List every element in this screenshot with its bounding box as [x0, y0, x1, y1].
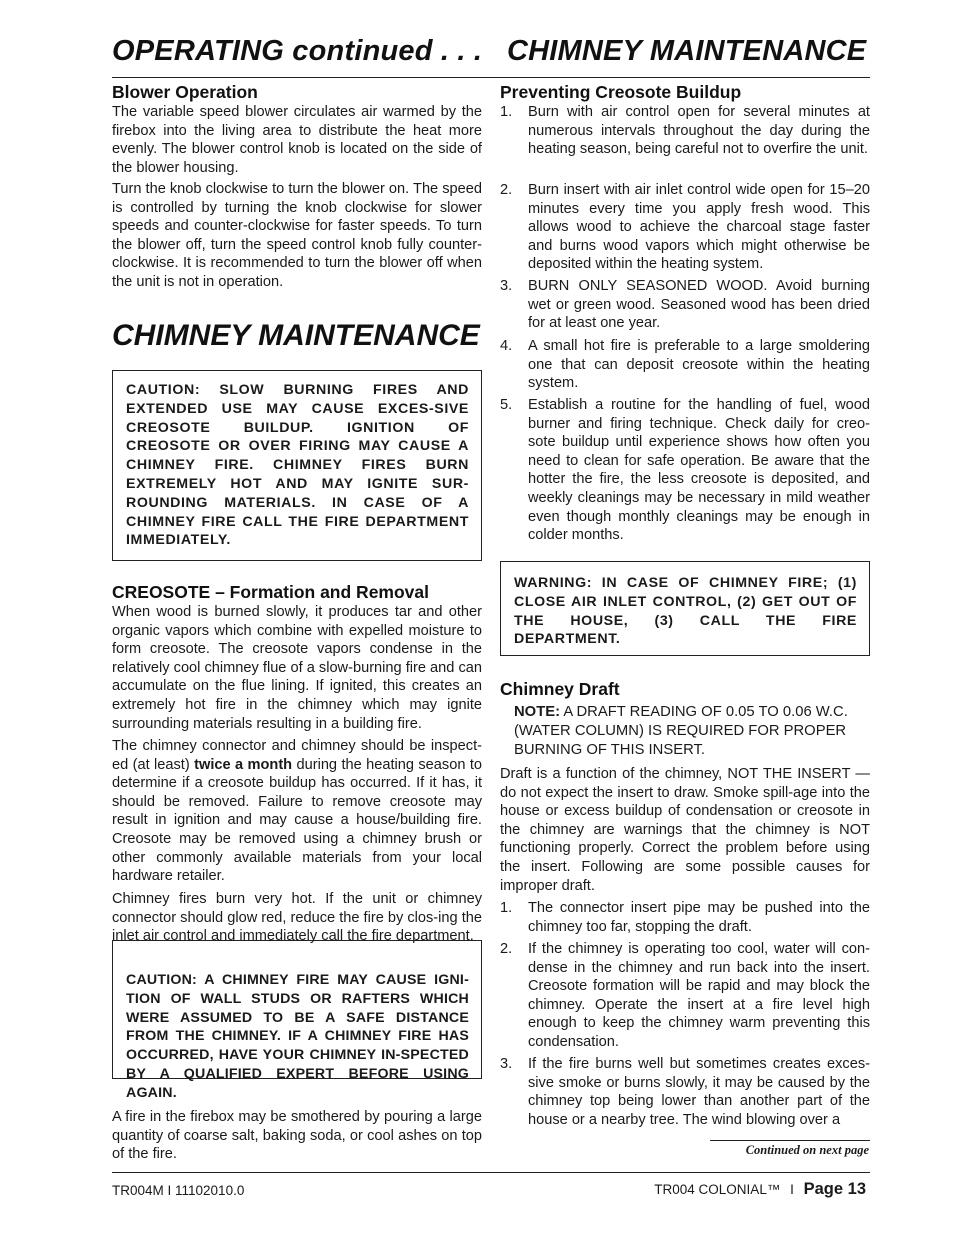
- footer-right: [654, 1180, 866, 1199]
- item-text: Establish a routine for the handling of fuel, wood burner and firing technique. Check daily for creo-sote buildup until experience shows how often you need to clean for safe operation. Be aware that the hotter the fire, the less creosote is deposited, and weekly cleanings may be necessary in mild weather even though monthly cleanings may be enough in colder months.: [528, 397, 870, 544]
- footer-doc-code: TR004M I 11102010.0: [112, 1183, 245, 1198]
- note-label: NOTE:: [514, 704, 561, 720]
- item-text: BURN ONLY SEASONED WOOD. Avoid burning wet or green wood. Seasoned wood has been dried for at least one year.: [528, 278, 870, 332]
- item-number: 1.: [500, 900, 513, 916]
- creosote-paragraph-2: [112, 737, 482, 886]
- creosote-p2-bold: twice a month: [194, 756, 293, 773]
- header-right-title: CHIMNEY MAINTENANCE: [507, 35, 867, 67]
- continued-rule: [710, 1140, 870, 1141]
- item-number: 5.: [500, 397, 513, 413]
- item-number: 3.: [500, 1056, 513, 1072]
- caution-box-2: [112, 940, 482, 1101]
- item-text: Burn with air control open for several minutes at numerous intervals throughout the day during the heating season, being careful not to overfire the unit.: [528, 104, 870, 158]
- caution-box-1: [112, 370, 482, 561]
- item-text: Burn insert with air inlet control wide open for 15–20 minutes every time you apply fresh wood. This allows wood to achieve the charcoal stage faster and burns wood vapors which might otherwise be deposited within the heating system.: [528, 182, 870, 273]
- draft-paragraph: Draft is a function of the chimney, NOT THE INSERT — do not expect the insert to draw. Smoke spill-age into the house or excess buildup of condensation or creosote in the chimney are warnings that the chimney is NOT functioning properly. Correct the problem before using the insert. Following are some possible causes for improper draft.: [500, 766, 870, 894]
- warning-text: WARNING: IN CASE OF CHIMNEY FIRE; (1) CLOSE AIR INLET CONTROL, (2) GET OUT OF THE HOUSE, (3) CALL THE FIRE DEPARTMENT.: [514, 575, 857, 648]
- creosote-p2-start: The chimney connector and chimney should be inspect-ed (at least): [112, 738, 482, 773]
- warning-box: [500, 561, 870, 656]
- creosote-p2-end: during the heating season to determine if a creosote buildup has occurred. If it has, it should be removed. Failure to remove creosote may result in ignition and may cause a house/building fire. Creosote may be removed using a chimney brush or other commonly available materials from your local hardware retailer.: [112, 756, 482, 885]
- section-title: CHIMNEY MAINTENANCE: [112, 319, 480, 352]
- caution-text-1: CAUTION: SLOW BURNING FIRES AND EXTENDED USE MAY CAUSE EXCES-SIVE CREOSOTE BUILDUP. IGNITION OF CREOSOTE OR OVER FIRING MAY CAUSE A CHIMNEY FIRE. CHIMNEY FIRES BURN EXTREMELY HOT AND MAY IGNITE SUR-ROUNDING MATERIALS. IN CASE OF A CHIMNEY FIRE CALL THE FIRE DEPARTMENT IMMEDIATELY.: [126, 382, 469, 549]
- final-paragraph: A fire in the firebox may be smothered by pouring a large quantity of coarse salt, baking soda, or cool ashes on top of the fire.: [112, 1109, 482, 1163]
- item-number: 2.: [500, 182, 513, 198]
- note-text: A DRAFT READING OF 0.05 TO 0.06 W.C. (WATER COLUMN) IS REQUIRED FOR PROPER BURNING OF THIS INSERT.: [514, 704, 848, 758]
- blower-paragraph-2: Turn the knob clockwise to turn the blower on. The speed is controlled by turning the knob clockwise for slower speeds and counter-clockwise for faster speeds. To turn the blower off, turn the speed control knob fully counter-clockwise. It is recommended to turn the blower off when the unit is not in operation.: [112, 181, 482, 290]
- item-text: A small hot fire is preferable to a large smoldering one that can deposit creosote within the heating system.: [528, 338, 870, 392]
- draft-note: [514, 703, 870, 759]
- caution-text-2: CAUTION: A CHIMNEY FIRE MAY CAUSE IGNI-TION OF WALL STUDS OR RAFTERS WHICH WERE ASSUMED TO BE A SAFE DISTANCE FROM THE CHIMNEY. IF A CHIMNEY FIRE HAS OCCURRED, HAVE YOUR CHIMNEY IN-SPECTED BY A QUALIFIED EXPERT BEFORE USING AGAIN.: [126, 972, 469, 1101]
- header-left-title: OPERATING continued . . .: [112, 35, 483, 67]
- item-number: 1.: [500, 104, 513, 120]
- item-text: If the fire burns well but sometimes creates exces-sive smoke or burns slowly, it may be caused by the chimney top being lower than another part of the house or a nearby tree. The wind blowing over a: [528, 1056, 870, 1128]
- creosote-heading: CREOSOTE – Formation and Removal: [112, 582, 429, 602]
- footer-rule: [112, 1172, 870, 1173]
- header-rule: [112, 77, 870, 78]
- footer-model: TR004 COLONIAL™: [654, 1182, 781, 1197]
- item-text: The connector insert pipe may be pushed into the chimney too far, stopping the draft.: [528, 900, 870, 935]
- blower-paragraph-1: The variable speed blower circulates air warmed by the firebox into the living area to distribute the heat more evenly. The blower control knob is located on the side of the blower housing.: [112, 104, 482, 176]
- creosote-paragraph-1: When wood is burned slowly, it produces tar and other organic vapors which combine with expelled moisture to form creosote. The creosote vapors condense in the relatively cool chimney flue of a slow-burning fire and can accumulate on the flue lining. If ignited, this creates an extremely hot fire in the chimney which may ignite surrounding materials resulting in a building fire.: [112, 604, 482, 732]
- continued-note: Continued on next page: [745, 1143, 869, 1157]
- item-text: If the chimney is operating too cool, water will con-dense in the chimney and run back into the insert. Creosote formation will be rapid and may block the chimney. Operate the insert at a fire level high enough to keep the chimney warm preventing this condensation.: [528, 941, 870, 1050]
- preventing-heading: Preventing Creosote Buildup: [500, 82, 742, 102]
- blower-heading: Blower Operation: [112, 82, 258, 102]
- footer-separator: I: [790, 1182, 794, 1197]
- creosote-paragraph-3: Chimney fires burn very hot. If the unit or chimney connector should glow red, reduce the fire by clos-ing the inlet air control and immediately call the fire department.: [112, 891, 482, 945]
- page-number: Page 13: [803, 1180, 866, 1198]
- item-number: 3.: [500, 278, 513, 294]
- draft-heading: Chimney Draft: [500, 679, 620, 699]
- item-number: 4.: [500, 338, 513, 354]
- item-number: 2.: [500, 941, 513, 957]
